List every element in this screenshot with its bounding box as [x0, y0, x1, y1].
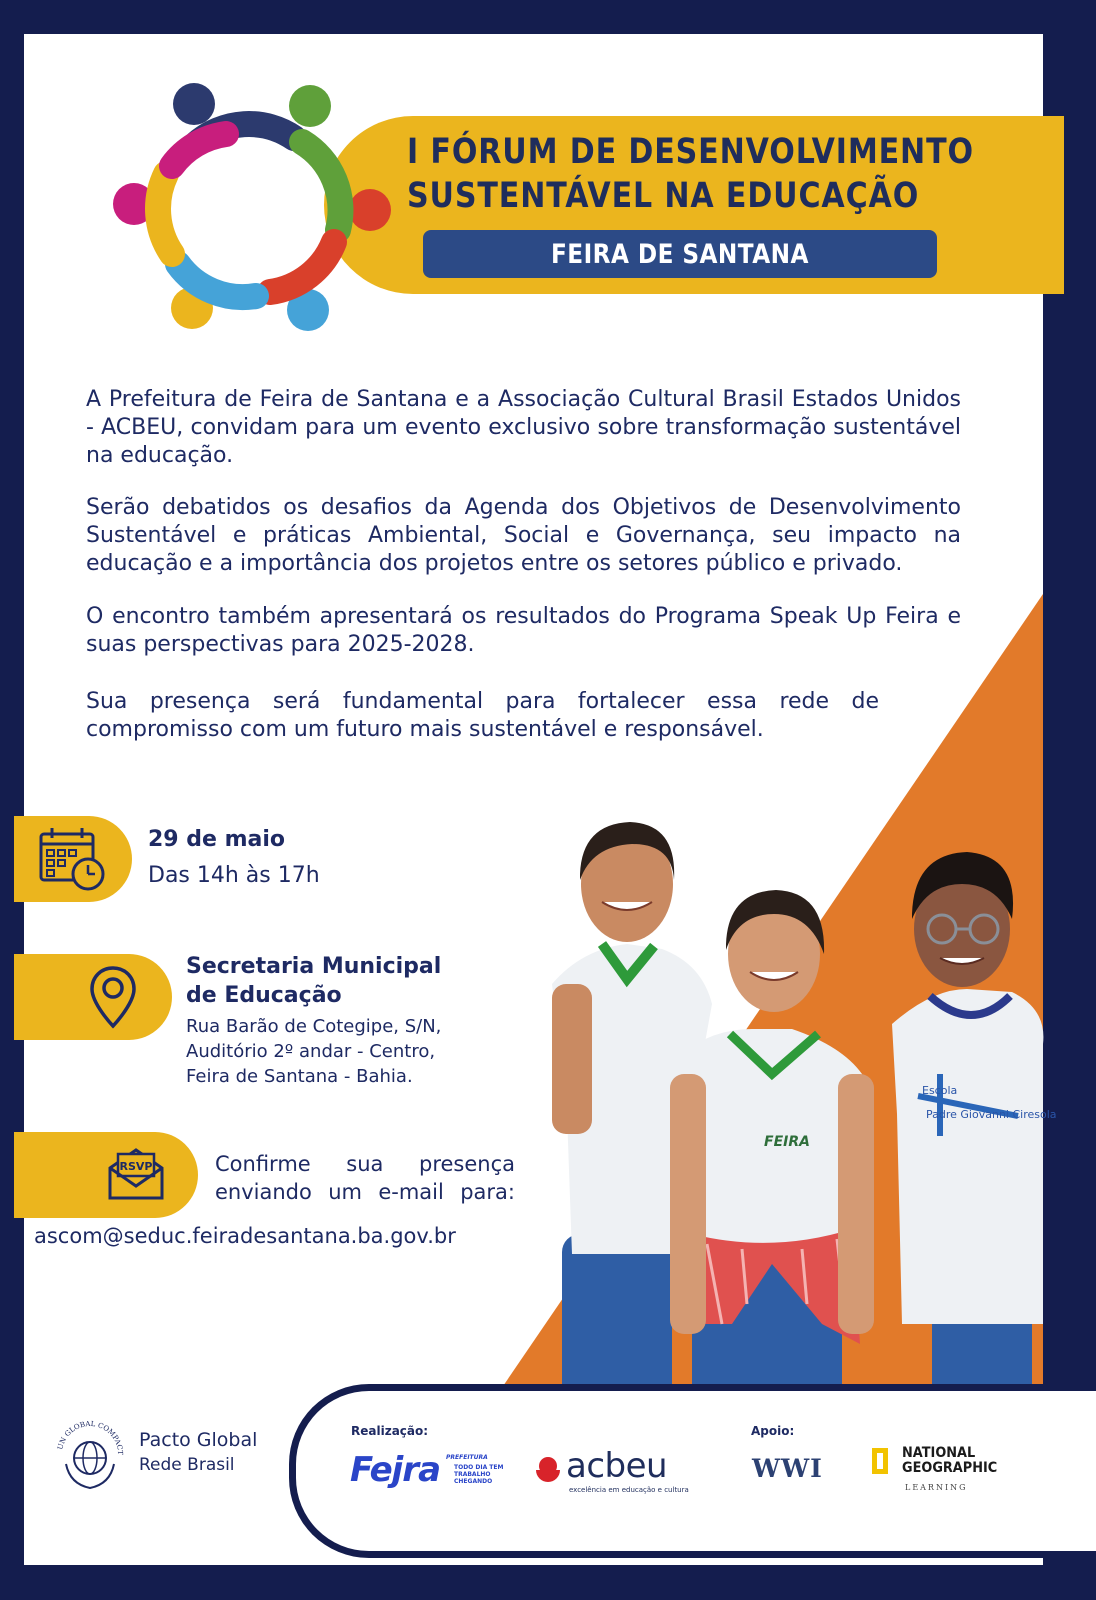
natgeo-line1: NATIONAL — [902, 1445, 976, 1461]
un-global-compact-icon — [52, 1414, 128, 1494]
student-middle — [670, 890, 874, 1444]
prefeitura-feira-logo — [350, 1450, 505, 1492]
natgeo-line2: GEOGRAPHIC — [902, 1460, 998, 1476]
national-geographic-learning-logo — [872, 1446, 1012, 1496]
natgeo-frame-icon — [872, 1448, 888, 1474]
school-name: Padre Giovanni Ciresola — [926, 1108, 1057, 1121]
pacto-global-name — [139, 1428, 257, 1478]
event-title-line2: SUSTENTÁVEL NA EDUCAÇÃO — [407, 176, 920, 216]
rsvp-line1: Confirme sua presença — [215, 1152, 515, 1176]
intro-paragraph: A Prefeitura de Feira de Santana e a Associação Cultural Brasil Estados Unidos - ACBEU, convidam para um evento exclusivo sobre transformação sustentável na educação. — [86, 387, 961, 468]
closing-paragraph: Sua presença será fundamental para fortalecer essa rede de compromisso com um futuro mais sustentável e responsável. — [86, 689, 879, 742]
venue-address — [186, 1014, 506, 1089]
topics-paragraph: Serão debatidos os desafios da Agenda dos Objetivos de Desenvolvimento Sustentável e práticas Ambiental, Social e Governança, seu impacto na educação e a importância dos projetos entre os setores público e privado. — [86, 495, 961, 576]
city-label: FEIRA DE SANTANA — [551, 238, 809, 270]
wwi-logo: WWI — [752, 1454, 823, 1483]
address-line1: Rua Barão de Cotegipe, S/N, — [186, 1016, 442, 1037]
natgeo-line3: LEARNING — [905, 1483, 968, 1492]
flyer-page — [24, 34, 1057, 1565]
venue-name-line1: Secretaria Municipal — [186, 954, 442, 979]
student-right — [892, 852, 1057, 1424]
rsvp-envelope-icon — [106, 1144, 166, 1202]
pacto-ring-text — [56, 1420, 124, 1456]
school-label: Escola — [922, 1084, 958, 1097]
city-badge — [423, 230, 937, 278]
natgeo-wordmark — [902, 1446, 997, 1476]
venue-name-line2: de Educação — [186, 983, 342, 1008]
students-photo — [542, 784, 1057, 1444]
event-title — [407, 130, 974, 218]
rsvp-line2: enviando um e-mail para: — [215, 1180, 515, 1204]
program-paragraph: O encontro também apresentará os resultados do Programa Speak Up Feira e suas perspectivas para 2025-2028. — [86, 604, 961, 657]
acbeu-logo — [532, 1448, 702, 1498]
feira-logo-tagline: TODO DIA TEM TRABALHO CHEGANDO — [454, 1464, 504, 1485]
calendar-clock-icon — [38, 826, 108, 892]
pacto-ring-label: UN GLOBAL COMPACT — [56, 1419, 125, 1456]
date-time-block — [148, 822, 320, 894]
address-line3: Feira de Santana - Bahia. — [186, 1066, 413, 1087]
event-title-line1: I FÓRUM DE DESENVOLVIMENTO — [407, 132, 974, 172]
pacto-title: Pacto Global — [139, 1429, 258, 1451]
event-time: Das 14h às 17h — [148, 863, 320, 888]
rsvp-instructions — [215, 1150, 515, 1206]
realizacao-label: Realização: — [351, 1424, 429, 1438]
address-line2: Auditório 2º andar - Centro, — [186, 1041, 436, 1062]
rsvp-icon-label: RSVP — [119, 1160, 153, 1173]
apoio-label: Apoio: — [751, 1424, 795, 1438]
map-pin-icon — [88, 964, 138, 1030]
feira-logo-word: Fejra — [350, 1450, 441, 1490]
feira-logo-prefeitura: PREFEITURA — [446, 1454, 488, 1461]
shirt-logo: FEIRA — [764, 1134, 810, 1150]
rsvp-email-link[interactable]: ascom@seduc.feiradesantana.ba.gov.br — [34, 1224, 456, 1248]
event-date: 29 de maio — [148, 827, 286, 852]
acbeu-mark-icon — [532, 1456, 566, 1484]
forum-logo-icon — [106, 82, 396, 342]
venue-name — [186, 952, 506, 1010]
acbeu-logo-tagline: excelência em educação e cultura — [569, 1486, 689, 1494]
pacto-subtitle: Rede Brasil — [139, 1455, 235, 1475]
acbeu-logo-word: acbeu — [566, 1446, 668, 1486]
